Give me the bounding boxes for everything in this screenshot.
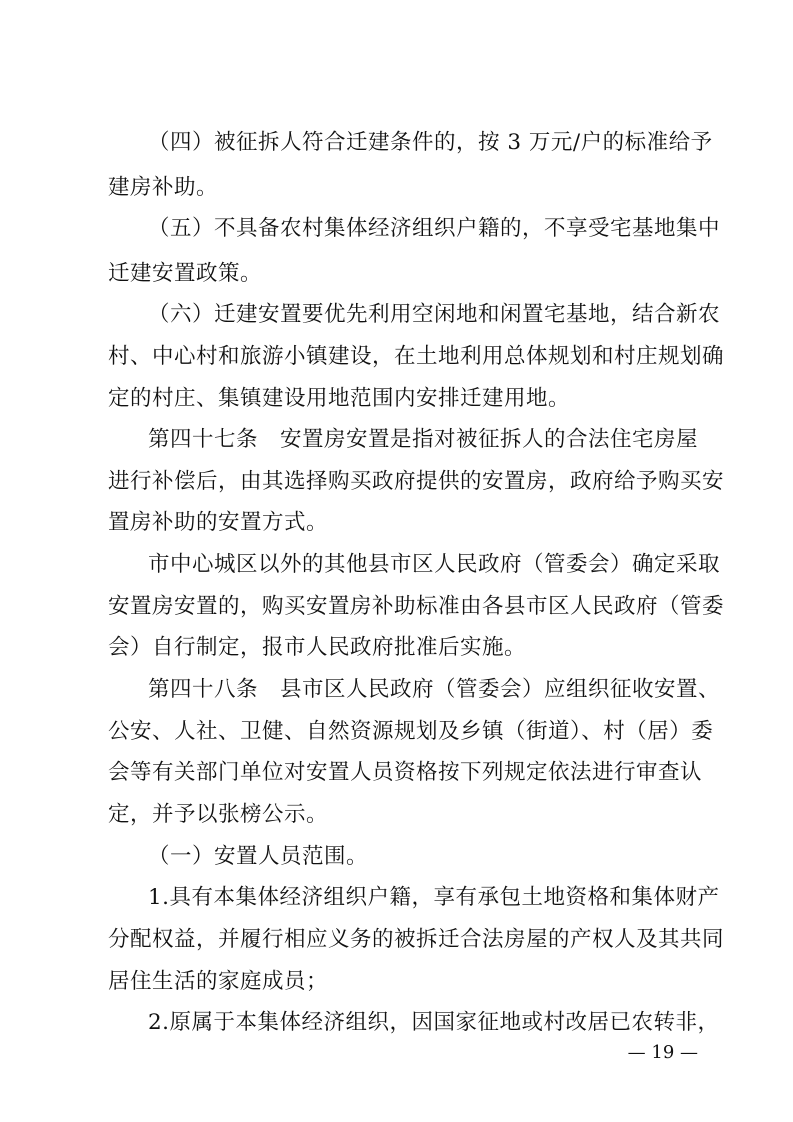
text-line: 会）自行制定，报市人民政府批准后实施。 — [108, 635, 527, 660]
text-line: 2.原属于本集体经济组织，因国家征地或村改居已农转非， — [148, 1010, 720, 1035]
text-line: 置房补助的安置方式。 — [108, 510, 329, 535]
text-line: 第四十七条 安置房安置是指对被征拆人的合法住宅房屋 — [148, 427, 699, 452]
text-line: 第四十八条 县市区人民政府（管委会）应组织征收安置、 — [148, 677, 721, 702]
text-line: 建房补助。 — [108, 175, 219, 200]
text-line: 市中心城区以外的其他县市区人民政府（管委会）确定采取 — [148, 552, 721, 577]
text-line: 村、中心村和旅游小镇建设，在土地利用总体规划和村庄规划确 — [108, 344, 725, 369]
text-line: （六）迁建安置要优先利用空闲地和闲置宅基地，结合新农 — [148, 302, 721, 327]
text-line: 公安、人社、卫健、自然资源规划及乡镇（街道）、村（居）委 — [108, 719, 714, 744]
text-line: 定，并予以张榜公示。 — [108, 802, 329, 827]
text-line: 1.具有本集体经济组织户籍，享有承包土地资格和集体财产 — [148, 885, 720, 910]
text-line: 分配权益，并履行相应义务的被拆迁合法房屋的产权人及其共同 — [108, 927, 725, 952]
text-line: （五）不具备农村集体经济组织户籍的，不享受宅基地集中 — [148, 216, 721, 241]
text-line: 进行补偿后，由其选择购买政府提供的安置房，政府给予购买安 — [108, 469, 725, 494]
text-line: 居住生活的家庭成员； — [108, 969, 329, 994]
text-line: （一）安置人员范围。 — [148, 844, 369, 869]
page-number: — 19 — — [627, 1042, 698, 1063]
text-line: （四）被征拆人符合迁建条件的，按 3 万元/户的标准给予 — [148, 130, 713, 155]
text-line: 会等有关部门单位对安置人员资格按下列规定依法进行审查认 — [108, 760, 703, 785]
text-line: 迁建安置政策。 — [108, 261, 263, 286]
text-line: 安置房安置的，购买安置房补助标准由各县市区人民政府（管委 — [108, 594, 725, 619]
text-line: 定的村庄、集镇建设用地范围内安排迁建用地。 — [108, 386, 571, 411]
